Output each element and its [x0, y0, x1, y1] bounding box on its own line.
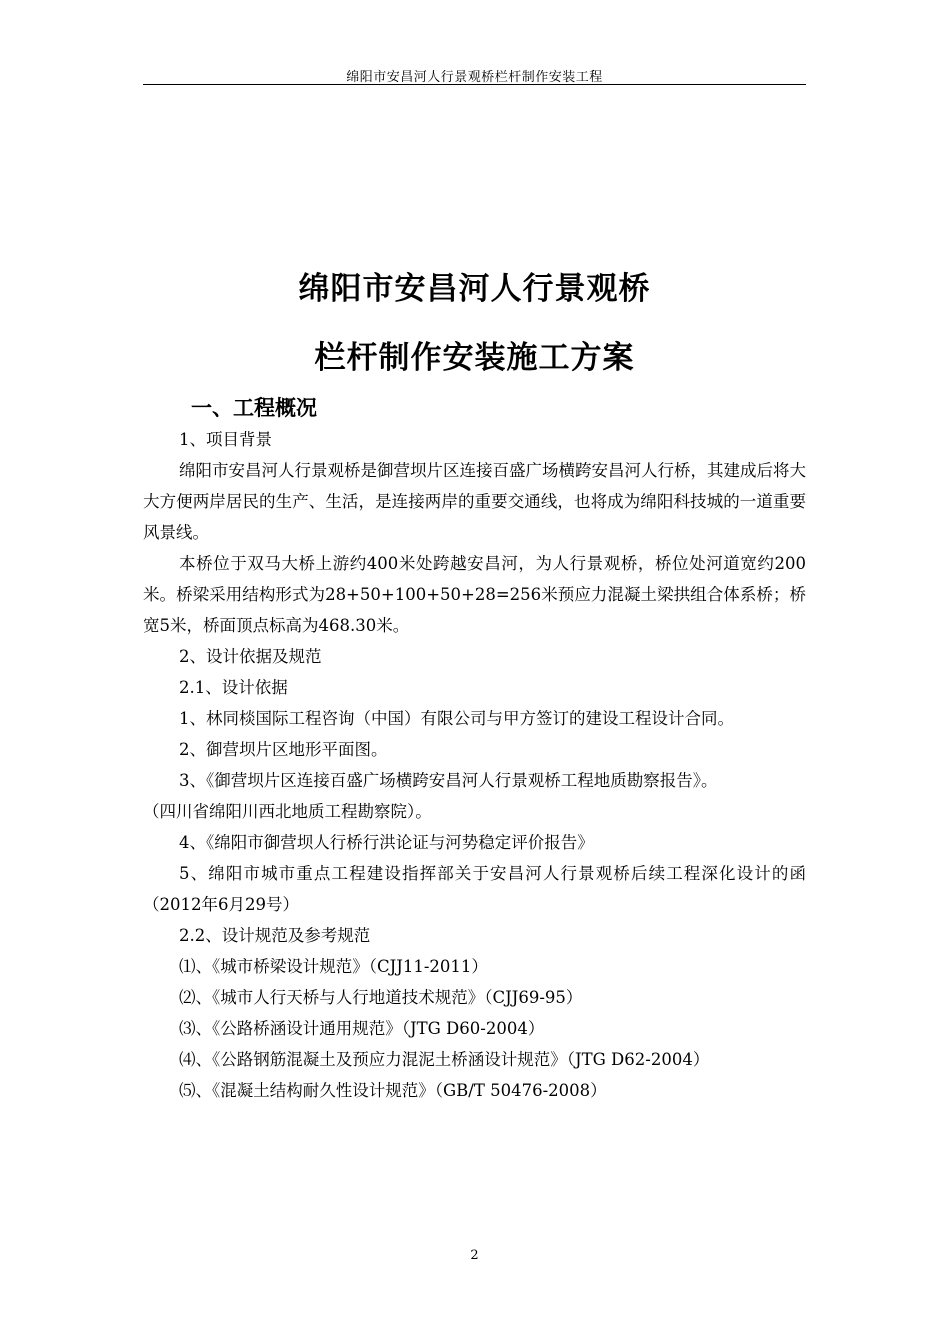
list-item: 5、绵阳市城市重点工程建设指挥部关于安昌河人行景观桥后续工程深化设计的函（2012年6月29号）: [143, 864, 806, 914]
page-number: 2: [470, 1248, 479, 1263]
running-header: 绵阳市安昌河人行景观桥栏杆制作安装工程: [346, 70, 603, 85]
document-title-line-2: 栏杆制作安装施工方案: [314, 340, 635, 376]
list-item: ⑶、《公路桥涵设计通用规范》（JTG D60-2004）: [179, 1019, 545, 1038]
subsection-heading: 1、项目背景: [179, 430, 272, 449]
document-title-line-1: 绵阳市安昌河人行景观桥: [298, 271, 651, 307]
header-rule: [143, 84, 806, 85]
list-item: 1、林同棪国际工程咨询（中国）有限公司与甲方签订的建设工程设计合同。: [179, 709, 734, 728]
list-item: 3、《御营坝片区连接百盛广场横跨安昌河人行景观桥工程地质勘察报告》。: [179, 771, 718, 790]
document-body: [143, 424, 806, 1106]
list-item: ⑵、《城市人行天桥与人行地道技术规范》（CJJ69-95）: [179, 988, 583, 1007]
paragraph: 本桥位于双马大桥上游约400米处跨越安昌河，为人行景观桥，桥位处河道宽约200米。桥梁采用结构形式为28+50+100+50+28=256米预应力混凝土梁拱组合体系桥；桥宽5米，桥面顶点标高为468.30米。: [143, 554, 806, 635]
subsection-heading: 2、设计依据及规范: [179, 647, 322, 666]
list-item-continuation: （四川省绵阳川西北地质工程勘察院）。: [143, 802, 432, 821]
list-item: ⑸、《混凝土结构耐久性设计规范》（GB/T 50476-2008）: [179, 1081, 607, 1100]
subsection-heading: 2.2、设计规范及参考规范: [179, 926, 371, 945]
paragraph: 绵阳市安昌河人行景观桥是御营坝片区连接百盛广场横跨安昌河人行桥，其建成后将大大方便两岸居民的生产、生活，是连接两岸的重要交通线，也将成为绵阳科技城的一道重要风景线。: [143, 461, 806, 542]
list-item: ⑷、《公路钢筋混凝土及预应力混泥土桥涵设计规范》（JTG D62-2004）: [179, 1050, 710, 1069]
list-item: ⑴、《城市桥梁设计规范》（CJJ11-2011）: [179, 957, 488, 976]
list-item: 4、《绵阳市御营坝人行桥行洪论证与河势稳定评价报告》: [179, 833, 594, 852]
subsection-heading: 2.1、设计依据: [179, 678, 288, 697]
list-item: 2、御营坝片区地形平面图。: [179, 740, 388, 759]
section-heading: 一、工程概况: [191, 396, 317, 420]
